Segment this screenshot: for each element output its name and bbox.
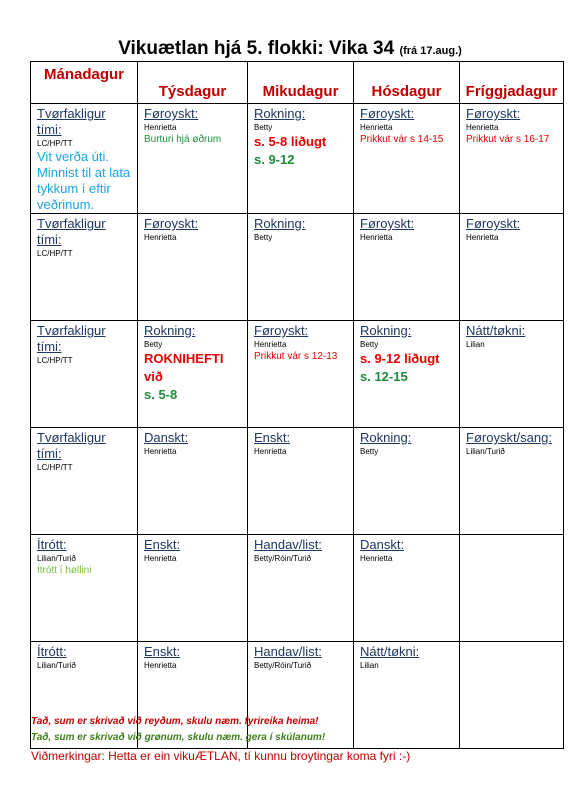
teacher-label: Betty/Róin/Turið	[254, 661, 312, 670]
subject-label: Enskt:	[144, 537, 181, 552]
teacher-label: Betty	[360, 340, 379, 349]
teacher-label: Henrietta	[360, 123, 393, 132]
schedule-cell	[31, 214, 138, 321]
teacher-label: LC/HP/TT	[37, 249, 73, 258]
subject-label: Føroyskt:	[360, 216, 415, 231]
page-title	[0, 38, 580, 60]
subject-label: Tvørfakligur tími:	[37, 323, 106, 354]
teacher-label: Henrietta	[466, 123, 499, 132]
subject-label: Føroyskt:	[144, 216, 199, 231]
schedule-row	[31, 428, 564, 535]
schedule-cell	[248, 428, 354, 535]
schedule-cell	[31, 104, 138, 214]
subject-label: Handav/list:	[254, 644, 322, 659]
schedule-cell	[460, 428, 564, 535]
schedule-cell	[138, 321, 248, 428]
schedule-row	[31, 214, 564, 321]
task-note: s. 5-8 liðugt	[254, 134, 327, 149]
day-header: Fríggjadagur	[460, 62, 564, 104]
task-note: s. 9-12 liðugt	[360, 351, 440, 366]
schedule-row	[31, 535, 564, 642]
footer-remarks: Viðmerkingar: Hetta er ein vikuÆTLAN, tí kunnu broytingar koma fyri :-)	[31, 749, 411, 763]
teacher-label: Betty	[360, 447, 379, 456]
day-header: Týsdagur	[138, 62, 248, 104]
teacher-label: Lilian	[360, 661, 379, 670]
teacher-label: Lilian/Turið	[37, 554, 76, 563]
schedule-cell	[354, 321, 460, 428]
subject-label: Føroyskt/sang:	[466, 430, 552, 445]
schedule-cell	[354, 104, 460, 214]
teacher-label: Lilian/Turið	[466, 447, 505, 456]
task-note: Vit verða úti. Minnist til at lata tykkum í eftir veðrinum.	[37, 149, 131, 212]
day-header: Mánadagur	[31, 62, 138, 104]
schedule-cell	[248, 214, 354, 321]
schedule-cell	[248, 321, 354, 428]
task-note: Prikkut vár s 12-13	[254, 351, 338, 362]
schedule-cell	[460, 104, 564, 214]
subject-label: Føroyskt:	[466, 106, 521, 121]
teacher-label: Lilian/Turið	[37, 661, 76, 670]
task-note: Ítrótt í høllini	[37, 565, 92, 576]
task-note: Burturi hjá øðrum	[144, 134, 222, 145]
subject-label: Føroyskt:	[144, 106, 199, 121]
schedule-cell	[460, 535, 564, 642]
subject-label: Rokning:	[144, 323, 196, 338]
subject-label: Ítrótt:	[37, 537, 67, 552]
footer-green-note: Tað, sum er skrivað við grønum, skulu næm. gera í skúlanum!	[31, 732, 326, 743]
subject-label: Tvørfakligur tími:	[37, 106, 106, 137]
teacher-label: Henrietta	[254, 447, 287, 456]
teacher-label: LC/HP/TT	[37, 139, 73, 148]
title-date-range: (frá 17.aug.)	[399, 45, 462, 57]
schedule-cell	[138, 535, 248, 642]
schedule-cell	[138, 428, 248, 535]
teacher-label: Betty/Róin/Turið	[254, 554, 312, 563]
schedule-cell	[138, 214, 248, 321]
schedule-cell	[354, 214, 460, 321]
subject-label: Enskt:	[254, 430, 291, 445]
subject-label: Nátt/tøkni:	[360, 644, 420, 659]
teacher-label: Betty	[254, 233, 273, 242]
subject-label: Tvørfakligur tími:	[37, 430, 106, 461]
task-note: Prikkut vár s 16-17	[466, 134, 550, 145]
teacher-label: Henrietta	[144, 123, 177, 132]
schedule-cell	[354, 428, 460, 535]
subject-label: Føroyskt:	[254, 323, 309, 338]
weekly-schedule-table	[30, 61, 564, 749]
subject-label: Rokning:	[254, 216, 306, 231]
teacher-label: Betty	[144, 340, 163, 349]
teacher-label: LC/HP/TT	[37, 463, 73, 472]
task-note: s. 9-12	[254, 152, 295, 167]
subject-label: Tvørfakligur tími:	[37, 216, 106, 247]
schedule-cell	[354, 642, 460, 749]
subject-label: Rokning:	[254, 106, 306, 121]
subject-label: Danskt:	[144, 430, 189, 445]
schedule-row	[31, 321, 564, 428]
subject-label: Føroyskt:	[466, 216, 521, 231]
subject-label: Nátt/tøkni:	[466, 323, 526, 338]
schedule-cell	[460, 642, 564, 749]
day-header-row	[31, 62, 564, 104]
subject-label: Danskt:	[360, 537, 405, 552]
subject-label: Føroyskt:	[360, 106, 415, 121]
schedule-cell	[460, 321, 564, 428]
teacher-label: Henrietta	[144, 447, 177, 456]
task-note: Prikkut vár s 14-15	[360, 134, 444, 145]
day-header: Hósdagur	[354, 62, 460, 104]
teacher-label: Henrietta	[254, 340, 287, 349]
subject-label: Handav/list:	[254, 537, 322, 552]
teacher-label: Henrietta	[144, 661, 177, 670]
teacher-label: Henrietta	[144, 554, 177, 563]
schedule-row	[31, 104, 564, 214]
title-main: Vikuætlan hjá 5. flokki: Vika 34	[118, 38, 395, 59]
task-note: ROKNIHEFTI við	[144, 351, 224, 384]
footer-red-note: Tað, sum er skrivað við reyðum, skulu næm. fyrireika heima!	[31, 716, 319, 727]
teacher-label: Henrietta	[466, 233, 499, 242]
schedule-cell	[31, 321, 138, 428]
schedule-cell	[354, 535, 460, 642]
schedule-cell	[138, 104, 248, 214]
teacher-label: Lilian	[466, 340, 485, 349]
subject-label: Ítrótt:	[37, 644, 67, 659]
teacher-label: Henrietta	[360, 233, 393, 242]
day-header: Mikudagur	[248, 62, 354, 104]
schedule-cell	[31, 535, 138, 642]
task-note: s. 12-15	[360, 369, 408, 384]
schedule-cell	[248, 535, 354, 642]
subject-label: Rokning:	[360, 430, 412, 445]
subject-label: Enskt:	[144, 644, 181, 659]
teacher-label: Betty	[254, 123, 273, 132]
schedule-cell	[460, 214, 564, 321]
task-note: s. 5-8	[144, 387, 178, 402]
teacher-label: LC/HP/TT	[37, 356, 73, 365]
schedule-cell	[31, 428, 138, 535]
subject-label: Rokning:	[360, 323, 412, 338]
teacher-label: Henrietta	[360, 554, 393, 563]
teacher-label: Henrietta	[144, 233, 177, 242]
schedule-cell	[248, 104, 354, 214]
